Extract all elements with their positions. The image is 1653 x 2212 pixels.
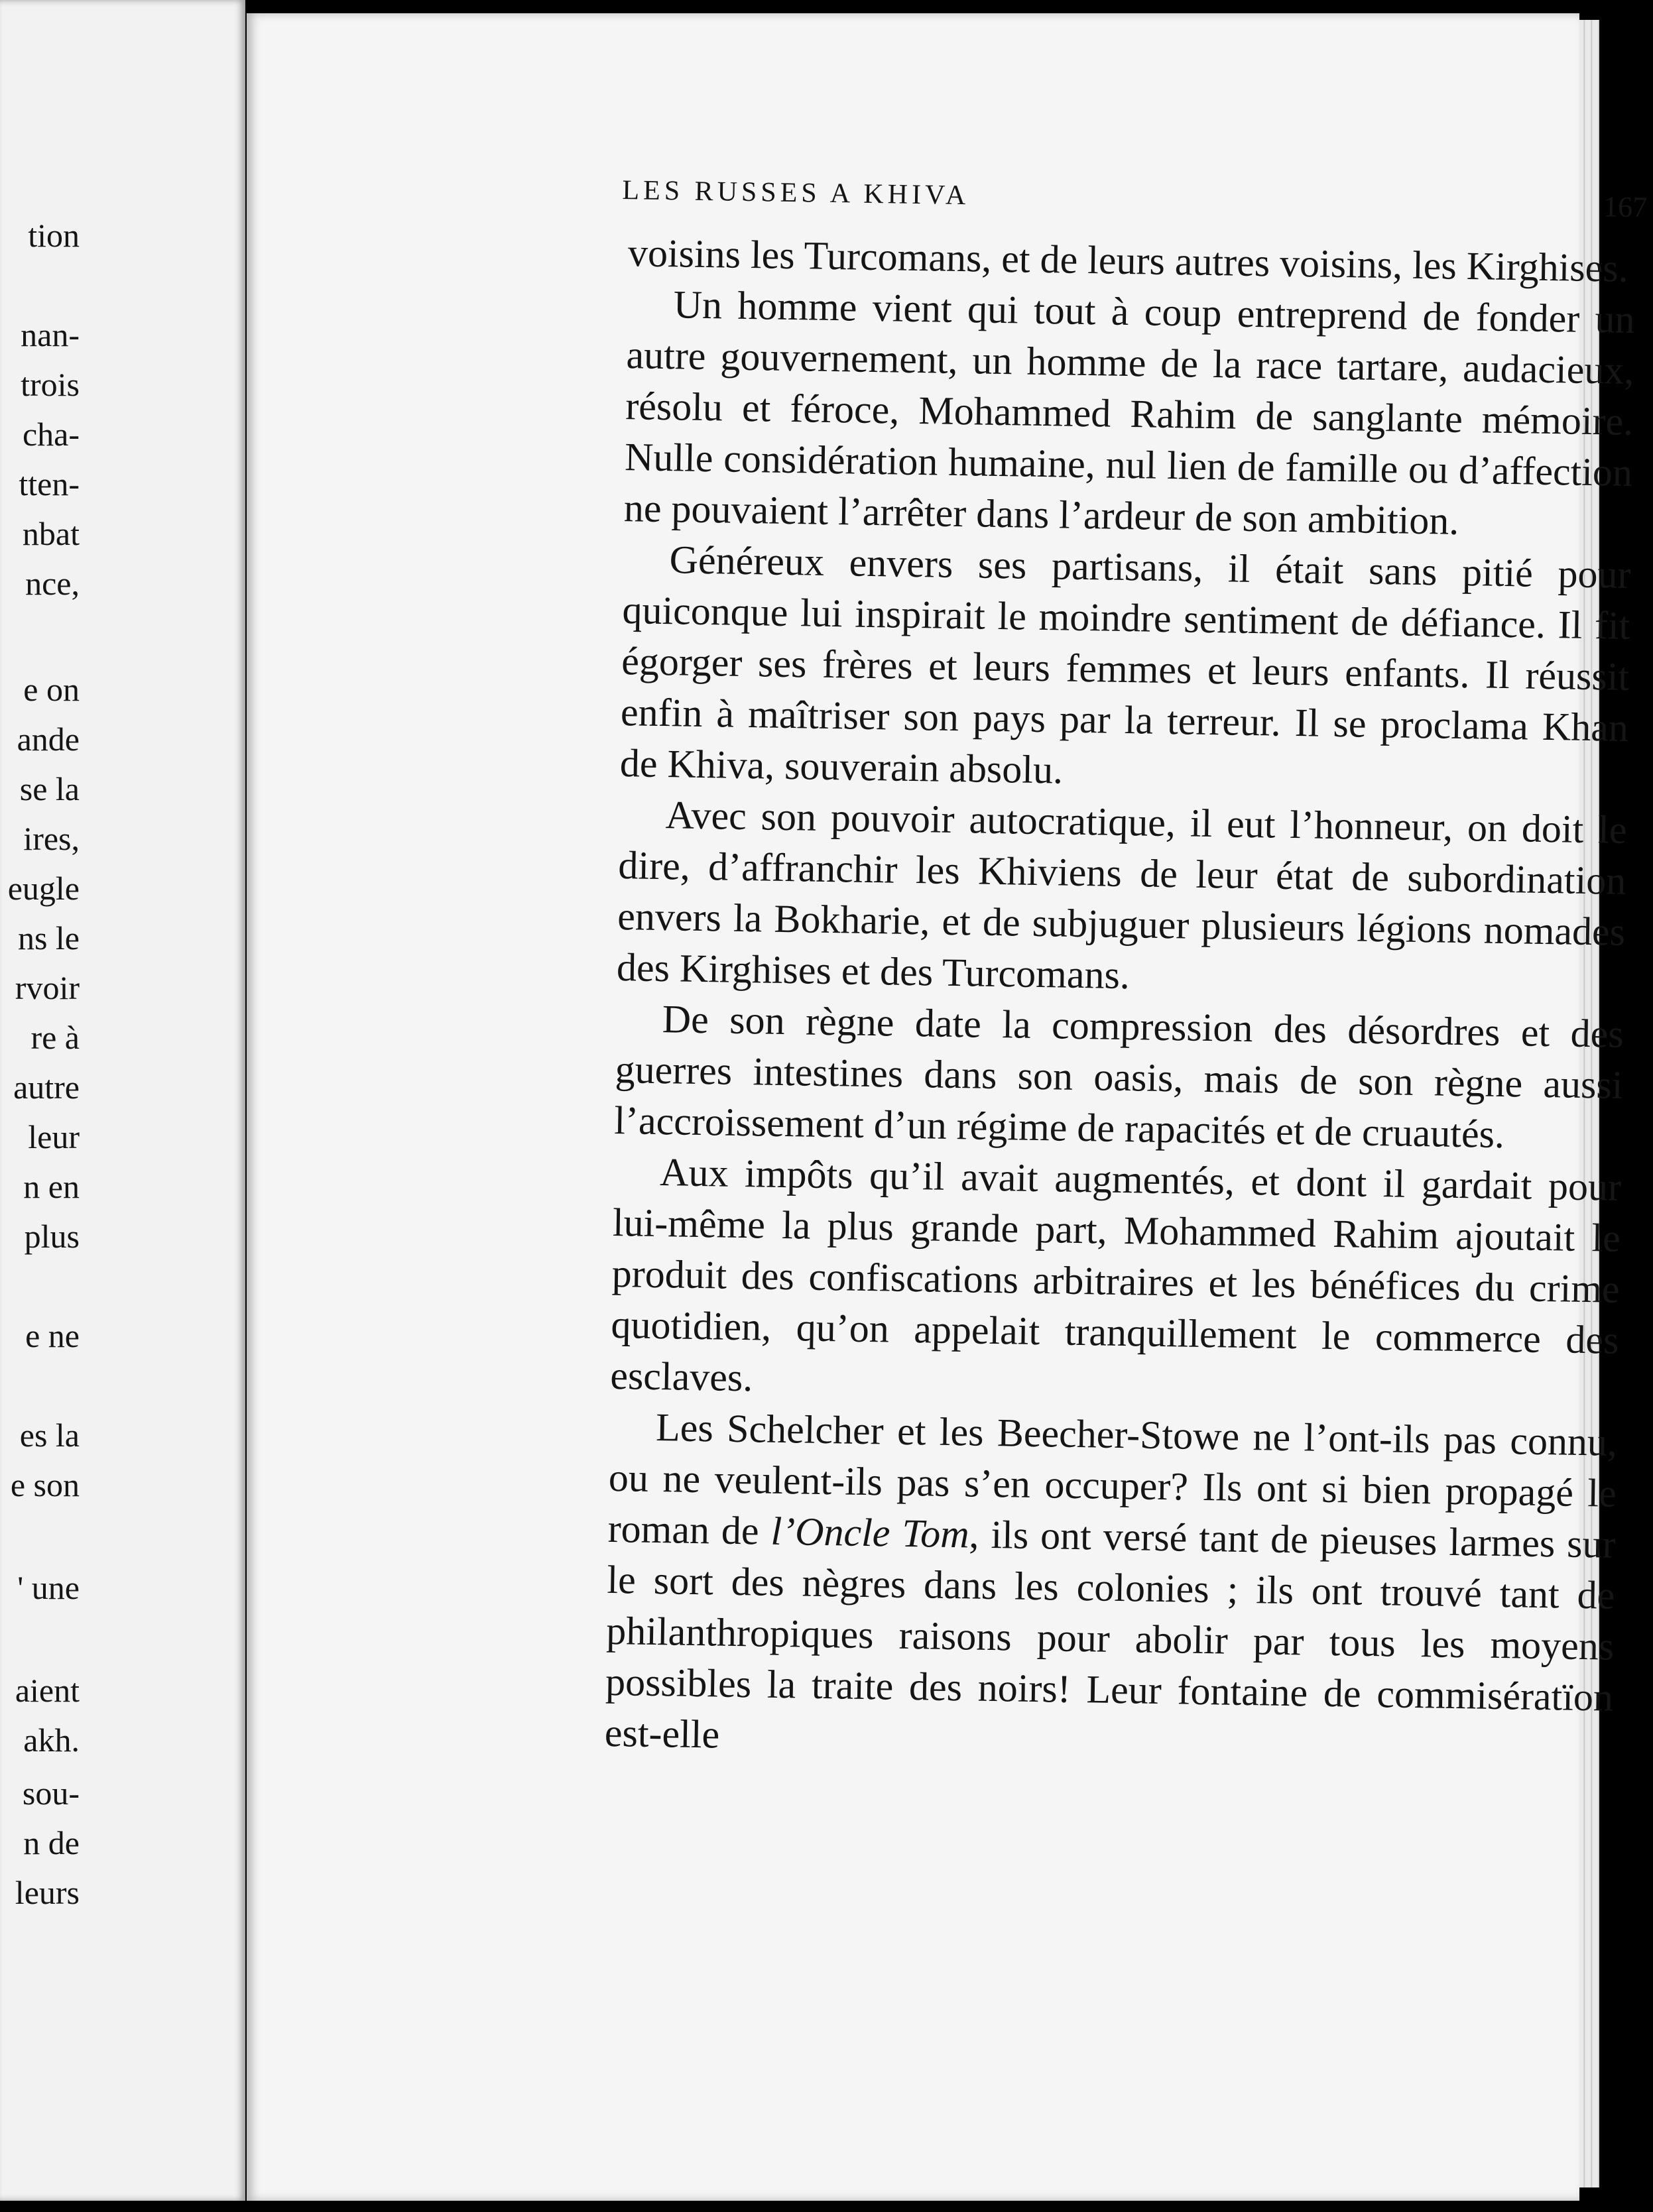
paragraph: voisins les Turcomans, et de leurs autres voisins, les Kirghises.	[627, 231, 1629, 290]
paragraph: Aux impôts qu’il avait augmentés, et dont il gardait pour lui-même la plus grande part, Mohammed Rahim ajoutait le produit des confiscations arbitraires et les bénéfices du crime quotidien, qu’on appelait tranquillement le commerce des esclaves.	[609, 1150, 1622, 1400]
page-content	[226, 3, 1648, 2211]
left-page-line: akh.	[23, 1721, 80, 1759]
left-page-line: n de	[23, 1824, 80, 1861]
left-page-line: plus	[24, 1218, 80, 1255]
left-page-line: re à	[31, 1019, 80, 1056]
paragraph: Avec son pouvoir autocratique, il eut l’honneur, on doit le dire, d’affranchir les Khiviens de leur état de subordination envers la Bokharie, et de subjuguer plusieurs légions nomades des Kirghises et des Turcomans.	[616, 793, 1628, 998]
left-page-line: leur	[28, 1118, 80, 1155]
left-page-line: ande	[17, 721, 80, 758]
left-page-line: cha-	[22, 416, 80, 453]
paragraph: De son règne date la compression des désordres et des guerres intestines dans son oasis, mais de son règne aussi l’accroissement d’un régime de rapacités et de cruautés.	[613, 997, 1624, 1157]
left-page-line: e on	[23, 671, 80, 708]
body-text	[604, 227, 1636, 1775]
paragraph	[604, 1401, 1617, 1775]
left-page-line: nbat	[22, 515, 80, 552]
left-page-line: tten-	[19, 465, 80, 502]
paragraph-text: , ils ont versé tant de pieuses larmes sur le sort des nègres dans les colonies ; ils ont trouvé tant de philanthropiques raisons pour abolir par tous les moyens possibles la traite des noirs! Leur fontaine de commisératïon est-elle	[604, 1512, 1617, 1757]
running-title: LES RUSSES A KHIVA	[622, 174, 970, 211]
left-page-line: e ne	[25, 1317, 80, 1354]
paragraph: Généreux envers ses partisans, il était sans pitié pour quiconque lui inspirait le moindre sentiment de défiance. Il fit égorger ses frères et leurs femmes et leurs enfants. Il réussit enfin à maîtriser son pays par la terreur. Il se proclama Khan de Khiva, souverain absolu.	[619, 538, 1632, 792]
left-page-line: leurs	[15, 1874, 80, 1911]
paragraph: Un homme vient qui tout à coup entreprend de fonder un autre gouvernement, un homme de la race tartare, audacieux, résolu et féroce, Mohammed Rahim de sanglante mémoire. Nulle considération humaine, nul lien de famille ou d’affection ne pouvaient l’arrêter dans l’ardeur de son ambition.	[623, 282, 1636, 543]
page-number: 167	[1603, 190, 1648, 224]
left-page-line: aient	[15, 1672, 80, 1709]
left-page-line: nan-	[21, 316, 80, 353]
left-page-line: eugle	[7, 870, 80, 907]
left-page-line: e son	[10, 1466, 80, 1503]
left-page-line: se la	[19, 770, 80, 807]
left-page-line: ns le	[17, 919, 80, 957]
running-header	[622, 174, 1650, 230]
left-page-line: tion	[28, 217, 80, 254]
left-page-line: autre	[13, 1069, 80, 1106]
left-page-line: n en	[23, 1168, 80, 1205]
paragraph-text: Les Schelcher et les Beecher-Stowe ne l’ont-ils pas connu, ou ne veulent-ils pas s’en occuper? Ils ont si bien propagé le roman de	[607, 1405, 1618, 1553]
book-title-italic: l’Oncle Tom	[770, 1509, 970, 1556]
left-page-line: ' une	[17, 1569, 80, 1606]
right-page	[247, 13, 1648, 2201]
left-page-line: trois	[21, 366, 80, 403]
left-page-line: ires,	[23, 820, 80, 857]
left-page-line: nce,	[25, 565, 80, 602]
left-page-line: rvoir	[15, 969, 80, 1006]
facing-left-page	[0, 0, 245, 2201]
left-page-line: sou-	[22, 1775, 80, 1812]
left-page-line: es la	[19, 1417, 80, 1454]
